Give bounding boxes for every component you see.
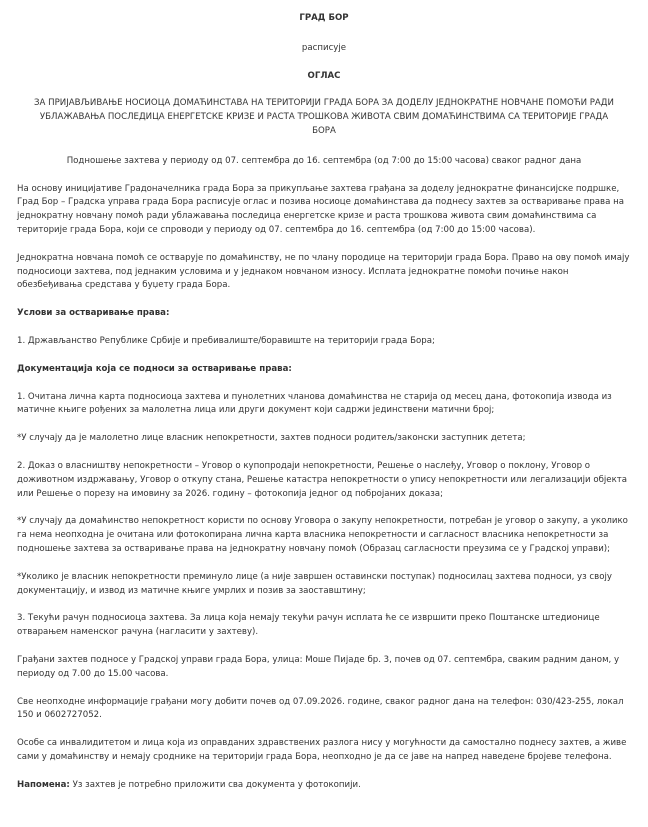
document-item-2: 2. Доказ о власништву непокретности – Уговор о купопродаји непокретности, Решење о наслеђу, Уговор о поклону, Уговор о доживотном издржавању, Уговор о откупу стана, Решење катастра непокретности о упису непокретности или легализацији објекта или Решење о порезу на имовину за 2026. годину – фотокопија једног од побројаних доказа; <box>17 460 628 499</box>
document-item-1: 1. Очитана лична карта подносиоца захтева и пунолетних чланова домаћинства не старија од месец дана, фотокопија извода из матичне књиге рођених за малолетна лица или други документ који садржи јединствени матични број; <box>17 391 612 416</box>
household-paragraph: Једнократна новчана помоћ се остварује по домаћинству, не по члану породице на територији града Бора. Право на ову помоћ имају подносиоци захтева, под једнаким условима и у једнаком новчаном износу. Исплата једнократне помоћи почиње након обезбеђивања средстава у буџету града Бора. <box>17 252 630 291</box>
announces-line: расписује <box>301 42 347 53</box>
documents-heading: Документација која се подноси за остваривање права: <box>17 363 292 374</box>
condition-item-1: 1. Држављанство Републике Србије и пребивалиште/боравиште на територији града Бора; <box>17 335 435 346</box>
notice-heading: ОГЛАС <box>307 70 341 81</box>
document-item-2-note-deceased: *Уколико је власник непокретности преминуло лице (а није завршен оставински поступак) подносилац захтева подноси, уз своју документацију, и извод из матичне књиге умрлих и позив за заоставштину; <box>17 571 612 596</box>
intro-paragraph: На основу иницијативе Градоначелника града Бора за прикупљање захтева грађана за доделу једнократне финансијске подршке, Град Бор – Градска управа града Бора расписује оглас и позива носиоце домаћинстава да поднесу захтев за остваривање права на једнократну новчану помоћ ради ублажавања последица енергетске кризе и раста трошкова живота свим домаћинствима са територије града Бора, који се спроводи у периоду од 07. септембра до 16. септембра (од 7:00 до 15:00 часова). <box>17 183 624 235</box>
note-label: Напомена: <box>17 779 70 790</box>
disabled-persons-paragraph: Особе са инвалидитетом и лица која из оправданих здравствених разлога нису у могућности да самостално поднесу захтев, а живе сами у домаћинству и немају сроднике на територији града Бора, неопходно је да се јаве на напред наведене бројеве телефона. <box>17 738 627 762</box>
note-paragraph <box>17 779 631 793</box>
info-paragraph: Све неопходне информације грађани могу добити почев од 07.09.2026. године, сваког радног дана на телефон: 030/423-255, локал 150 и 0602727052. <box>17 696 624 721</box>
document-item-3: 3. Текући рачун подносиоца захтева. За лица која немају текући рачун исплата ће се извршити преко Поштанске штедионице отварањем наменског рачуна (нагласити у захтеву). <box>17 613 600 638</box>
note-text: Уз захтев је потребно приложити сва документа у фотокопији. <box>69 779 361 790</box>
conditions-heading: Услови за остваривање права: <box>17 308 170 319</box>
submission-period: Подношење захтева у периоду од 07. септембра до 16. септембра (од 7:00 до 15:00 часова) сваког радног дана <box>66 155 582 166</box>
document-item-2-note-lease: *У случају да домаћинство непокретност користи по основу Уговора о закупу непокретности, потребан је уговор о закупу, а уколико га нема неопходна је очитана или фотокопирана лична карта власника непокретности и сагласност власника непокретности за подношење захтева за остваривање права на једнократну новчану помоћ (Образац сагласности преузима се у Градској управи); <box>17 516 628 554</box>
city-title: ГРАД БОР <box>299 13 349 23</box>
submission-paragraph: Грађани захтев подносе у Градској управи града Бора, улица: Моше Пијаде бр. 3, почев од 07. септембра, сваким радним даном, у периоду од 7.00 до 15.00 часова. <box>17 654 620 679</box>
notice-headline: ЗА ПРИЈАВЉИВАЊЕ НОСИОЦА ДОМАЋИНСТАВА НА ТЕРИТОРИЈИ ГРАДА БОРА ЗА ДОДЕЛУ ЈЕДНОКРАТНЕ НОВЧАНЕ ПОМОЋИ РАДИ УБЛАЖАВАЊА ПОСЛЕДИЦА ЕНЕРГЕТСКЕ КРИЗЕ И РАСТА ТРОШКОВА ЖИВОТА СВИМ ДОМАЋИНСТВИМА СА ТЕРИТОРИЈЕ ГРАДА БОРА <box>34 98 614 136</box>
document-item-1-note: *У случају да је малолетно лице власник непокретности, захтев подноси родитељ/законски заступник детета; <box>17 433 526 444</box>
